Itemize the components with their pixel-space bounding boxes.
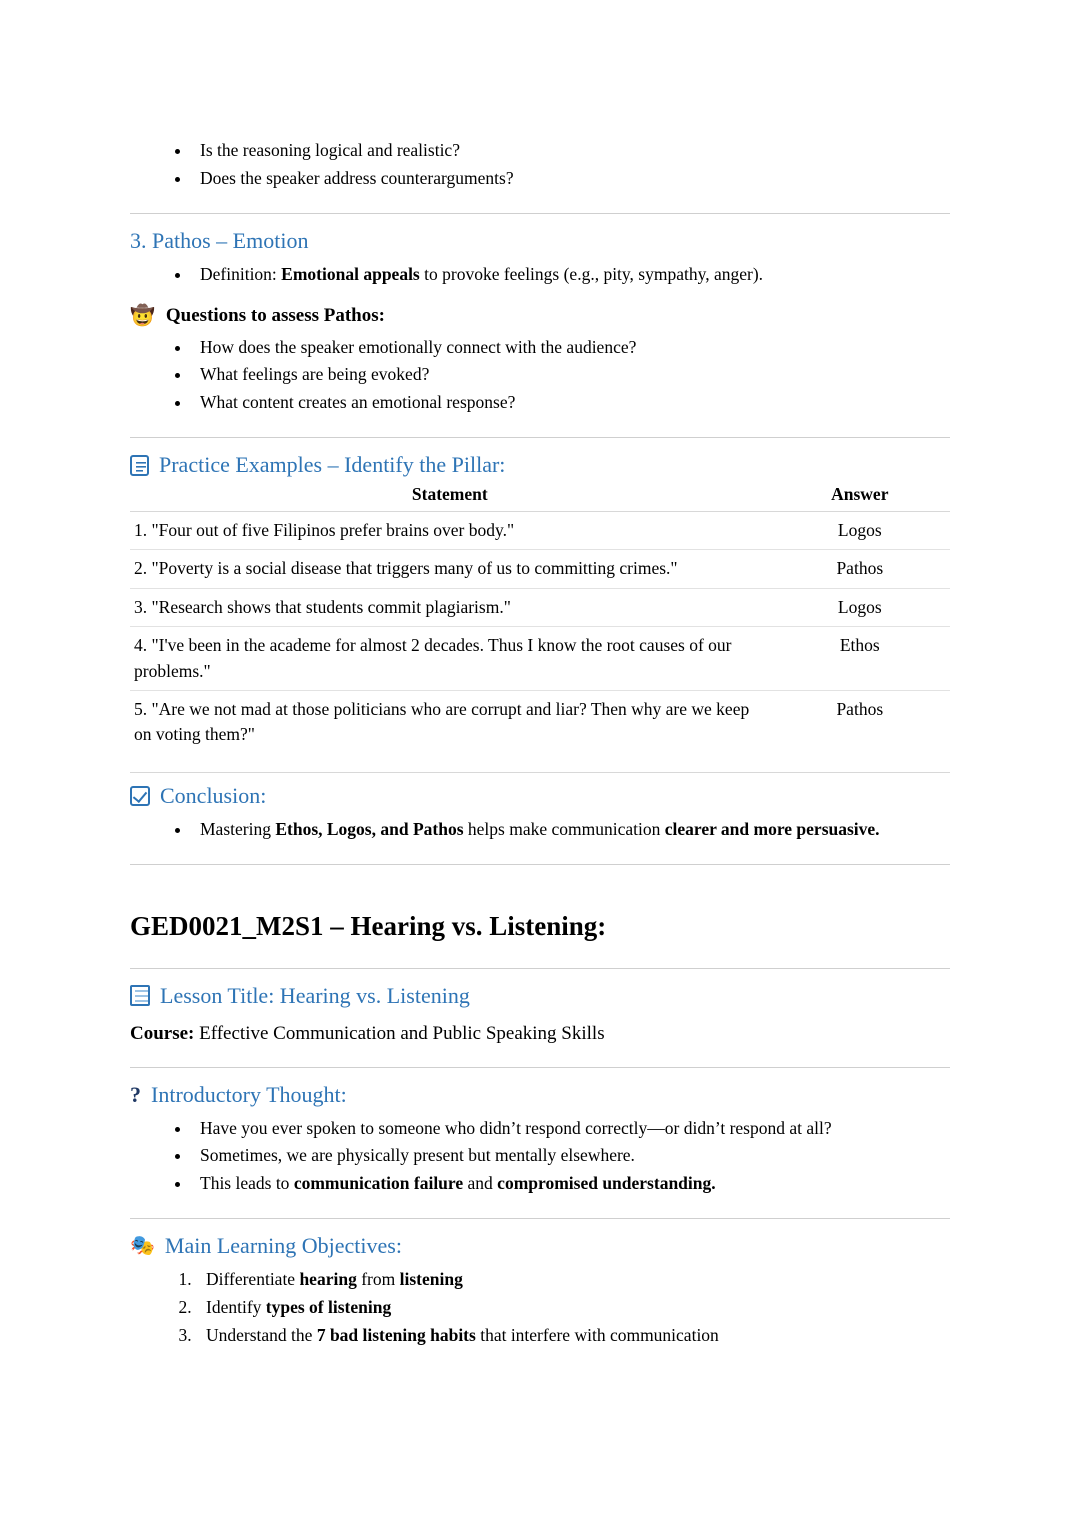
objective-prefix: Understand the	[206, 1324, 317, 1345]
list-item: • Does the speaker address counterarguments?	[192, 166, 950, 191]
objective-prefix: Differentiate	[206, 1269, 300, 1290]
definition-bold: Emotional appeals	[281, 263, 420, 284]
introductory-thought-heading	[130, 1082, 950, 1108]
book-icon	[130, 985, 150, 1006]
divider	[130, 213, 950, 214]
conclusion-text-prefix: Mastering	[200, 818, 276, 839]
divider	[130, 864, 950, 865]
intro-text-middle: and	[463, 1173, 498, 1194]
pathos-questions-heading-text: Questions to assess Pathos:	[165, 304, 385, 326]
list-item: • What content creates an emotional response?	[192, 390, 950, 415]
conclusion-heading	[130, 783, 950, 809]
column-header-statement: Statement	[411, 484, 488, 505]
practice-examples-table	[130, 482, 950, 754]
list-item	[196, 1323, 950, 1348]
course-line	[130, 1023, 950, 1045]
intro-text-prefix: This leads to	[200, 1173, 294, 1194]
conclusion-list	[130, 817, 950, 842]
objective-middle: that interfere with communication	[475, 1324, 719, 1345]
pathos-questions-heading	[130, 305, 950, 327]
objective-prefix: Identify	[206, 1296, 266, 1317]
pathos-questions-list	[130, 335, 950, 416]
conclusion-bold-pillars: Ethos, Logos, and Pathos	[275, 818, 464, 839]
list-item: • What feelings are being evoked?	[192, 362, 950, 387]
cell-statement: 4. "I've been in the academe for almost 2 decades. Thus I know the root causes of our problems."	[130, 627, 770, 691]
list-item	[192, 817, 950, 842]
list-item: • Have you ever spoken to someone who didn’t respond correctly—or didn’t respond at all?	[192, 1116, 950, 1141]
objective-bold-types: types of listening	[265, 1296, 392, 1317]
objectives-list	[130, 1267, 950, 1348]
objective-middle: from	[356, 1269, 400, 1290]
course-label: Course:	[130, 1022, 195, 1044]
divider	[130, 772, 950, 773]
objective-bold-hearing: hearing	[299, 1269, 357, 1290]
lesson-title-text: Lesson Title: Hearing vs. Listening	[160, 982, 470, 1008]
list-item	[192, 1171, 950, 1196]
cell-statement: 2. "Poverty is a social disease that triggers many of us to committing crimes."	[130, 550, 770, 588]
cell-answer: Pathos	[770, 550, 950, 588]
question-mark-icon: ?	[130, 1081, 141, 1107]
section-heading-text: 3. Pathos – Emotion	[130, 227, 309, 253]
course-value: Effective Communication and Public Speaking Skills	[194, 1022, 605, 1044]
cell-answer: Ethos	[770, 627, 950, 691]
checkbox-icon	[130, 786, 150, 806]
table-row	[130, 550, 950, 588]
list-item	[196, 1295, 950, 1320]
list-item	[196, 1267, 950, 1292]
objective-bold-listening: listening	[399, 1269, 463, 1290]
page-title-main: GED0021_M2S1 – Hearing vs. Listening	[130, 910, 598, 941]
table-row	[130, 512, 950, 550]
top-bullet-list	[130, 138, 950, 191]
table-header-row	[130, 482, 950, 512]
list-item: • Is the reasoning logical and realistic?	[192, 138, 950, 163]
cell-statement: 3. "Research shows that students commit plagiarism."	[130, 588, 770, 626]
introductory-thought-list	[130, 1116, 950, 1197]
list-item: • How does the speaker emotionally connect with the audience?	[192, 335, 950, 360]
cell-answer: Logos	[770, 512, 950, 550]
divider	[130, 1218, 950, 1219]
page-title-suffix: :	[597, 910, 607, 941]
objectives-heading	[130, 1233, 950, 1259]
divider	[130, 437, 950, 438]
cell-answer: Logos	[770, 588, 950, 626]
masks-icon: 🎭	[130, 1235, 155, 1258]
cell-answer: Pathos	[770, 690, 950, 753]
table-row	[130, 690, 950, 753]
table-row	[130, 627, 950, 691]
cell-statement: 1. "Four out of five Filipinos prefer brains over body."	[130, 512, 770, 550]
divider	[130, 968, 950, 969]
introductory-thought-heading-text: Introductory Thought:	[151, 1081, 347, 1107]
list-item	[192, 262, 950, 287]
intro-bold-failure: communication failure	[293, 1173, 464, 1194]
definition-label: Definition:	[200, 263, 282, 284]
conclusion-text-middle: helps make communication	[463, 818, 665, 839]
objectives-heading-text: Main Learning Objectives:	[164, 1233, 402, 1259]
cowboy-face-icon: 🤠	[130, 304, 155, 327]
definition-rest: to provoke feelings (e.g., pity, sympathy, anger).	[419, 263, 764, 284]
column-header-answer: Answer	[831, 484, 889, 505]
page-title	[130, 911, 950, 942]
objective-bold-habits: 7 bad listening habits	[316, 1324, 476, 1345]
conclusion-bold-outcome: clearer and more persuasive.	[664, 818, 880, 839]
table-row	[130, 588, 950, 626]
practice-examples-heading	[130, 452, 950, 478]
note-icon	[130, 455, 149, 476]
conclusion-heading-text: Conclusion:	[160, 782, 267, 808]
intro-bold-understanding: compromised understanding.	[497, 1173, 716, 1194]
pathos-definition-list	[130, 262, 950, 287]
lesson-title-heading	[130, 983, 950, 1009]
divider	[130, 1067, 950, 1068]
cell-statement: 5. "Are we not mad at those politicians who are corrupt and liar? Then why are we keep on voting them?"	[130, 690, 770, 753]
practice-examples-heading-text: Practice Examples – Identify the Pillar:	[159, 452, 506, 478]
list-item: • Sometimes, we are physically present but mentally elsewhere.	[192, 1143, 950, 1168]
section-heading-pathos	[130, 228, 950, 254]
